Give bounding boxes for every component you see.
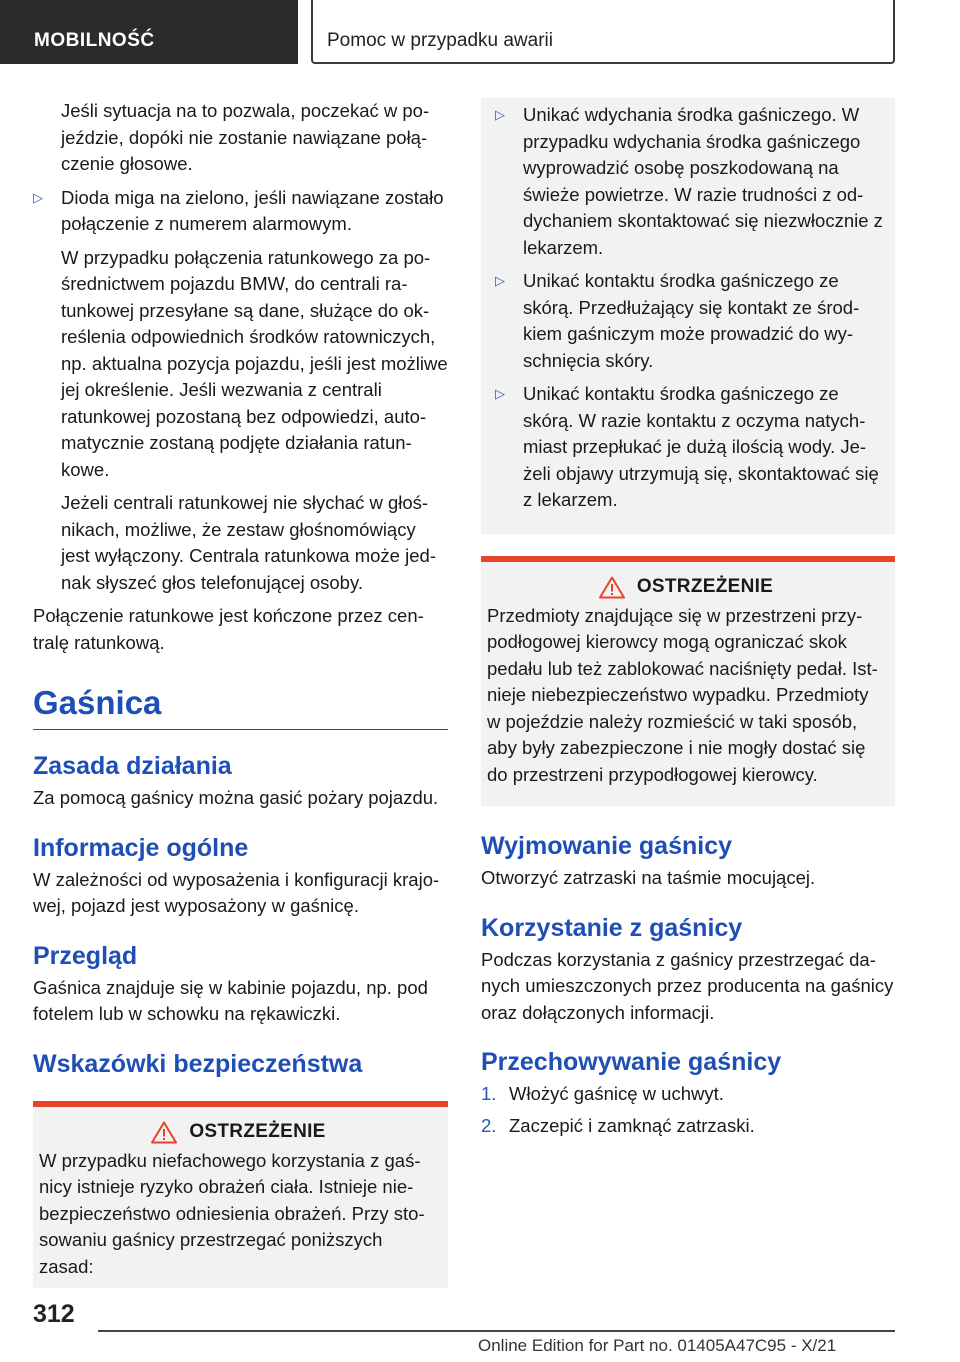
header-chapter-label: Pomoc w przypadku awarii: [327, 30, 553, 51]
step-text: Zaczepić i zamknąć zatrzaski.: [509, 1114, 755, 1136]
warning-text: W przypadku niefachowego korzystania z gaśnicy istnieje ryzyko obrażeń ciała. Istnieje niebezpieczeństwo odniesienia obrażeń. Przy stosowaniu gaśnicy przestrzegać poniższych zasad:: [39, 1149, 425, 1277]
list-item: [495, 268, 885, 374]
warning-text: Przedmioty znajdujące się w przestrzeni przypodłogowej kierowcy mogą ograniczać skok pedału lub też zablokować naciśnięty pedał. Istnieje niebezpieczeństwo wypadku. Przedmioty w pojeździe należy rozmieścić w taki sposób, aby były zabezpieczone i nie mogły dostać się do przestrzeni przypodłogowej kierowcy.: [487, 604, 878, 785]
step-number: 2.: [481, 1114, 497, 1136]
page-number: 312: [33, 1300, 75, 1328]
section-title: Przechowywanie gaśnicy: [481, 1048, 782, 1076]
footer-divider: [98, 1330, 895, 1332]
right-column: [481, 98, 895, 1144]
chapter-title: Gaśnica: [33, 684, 448, 730]
warning-box: [33, 1101, 448, 1289]
paragraph: Podczas korzystania z gaśnicy przestrzegać danych umieszczonych przez producenta na gaśnicy oraz dołączonych informacji.: [481, 948, 894, 1023]
list-item-text: Dioda miga na zielono, jeśli nawiązane zostało połączenie z numerem alarmowym.: [61, 186, 444, 234]
warning-box: [481, 556, 895, 807]
warning-label: OSTRZEŻENIE: [636, 576, 774, 597]
left-column: [33, 98, 448, 1288]
list-item-text: Unikać wdychania środka gaśniczego. W przypadku wdychania środka gaśniczego wyprowadzić osobę poszkodowaną na świeże powietrze. W razie trudności z oddychaniem skontaktować się niezwłocznie z lekarzem.: [523, 104, 883, 258]
section-title: Przegląd: [33, 941, 138, 970]
header-section-tab: [0, 0, 298, 64]
list-item: [495, 102, 885, 261]
list-item-text: Unikać kontaktu środka gaśniczego ze skórą. Przedłużający się kontakt ze środkiem gaśniczym może prowadzić do wyschnięcia skóry.: [523, 270, 860, 371]
triangle-bullet-icon: ▷: [495, 386, 505, 401]
paragraph: Gaśnica znajduje się w kabinie pojazdu, np. pod fotelem lub w schowku na rękawiczki.: [33, 976, 428, 1024]
triangle-bullet-icon: ▷: [495, 273, 505, 288]
paragraph: W przypadku połączenia ratunkowego za pośrednictwem pojazdu BMW, do centrali ratunkowej przesyłane są dane, służące do określenia odpowiednich środków ratowniczych, np. aktualna pozycja pojazdu, jeśli jest możliwe jej określenie. Jeśli wezwania z centrali ratunkowej pozostaną bez odpowiedzi, automatycznie zostaną podjęte działania ratunkowe.: [61, 246, 448, 480]
list-item-text: Unikać kontaktu środka gaśniczego ze skórą. W razie kontaktu z oczyma natychmiast przepłukać je dużą ilością wody. Jeżeli objawy utrzymują się, skontaktować się z lekarzem.: [523, 383, 879, 510]
paragraph: Połączenie ratunkowe jest kończone przez centralę ratunkową.: [33, 605, 424, 653]
warning-triangle-icon: [151, 1121, 177, 1144]
paragraph: W zależności od wyposażenia i konfiguracji krajowej, pojazd jest wyposażony w gaśnicę.: [33, 868, 440, 916]
paragraph: Jeżeli centrali ratunkowej nie słychać w głośnikach, możliwe, że zestaw głośnomówiący jest wyłączony. Centrala ratunkowa może jednak słyszeć głos telefonującej osoby.: [61, 492, 436, 593]
section-title: Korzystanie z gaśnicy: [481, 913, 743, 942]
section-title: Wskazówki bezpieczeństwa: [33, 1049, 363, 1078]
section-title: Zasada działania: [33, 752, 232, 780]
footer-edition: Online Edition for Part no. 01405A47C95 - X/21: [478, 1336, 837, 1355]
paragraph: Otworzyć zatrzaski na taśmie mocującej.: [481, 867, 816, 888]
triangle-bullet-icon: ▷: [495, 107, 505, 122]
numbered-step: [481, 1113, 895, 1140]
warning-heading: [39, 1121, 438, 1144]
safety-list-box: [481, 98, 895, 534]
paragraph: Za pomocą gaśnicy można gasić pożary pojazdu.: [33, 787, 439, 808]
header-section-label: MOBILNOŚĆ: [34, 30, 155, 51]
step-text: Włożyć gaśnicę w uchwyt.: [509, 1083, 724, 1104]
numbered-step: [481, 1081, 895, 1108]
section-title: Informacje ogólne: [33, 833, 249, 862]
list-item: [495, 381, 885, 514]
section-title: Wyjmowanie gaśnicy: [481, 832, 733, 860]
warning-triangle-icon: [599, 576, 625, 599]
warning-heading: [487, 576, 885, 599]
list-item: [33, 185, 448, 238]
triangle-bullet-icon: ▷: [33, 189, 43, 205]
paragraph: Jeśli sytuacja na to pozwala, poczekać w pojeździe, dopóki nie zostanie nawiązane połączenie głosowe.: [61, 100, 430, 174]
step-number: 1.: [481, 1083, 497, 1104]
header-chapter-tab: [311, 0, 895, 64]
warning-label: OSTRZEŻENIE: [189, 1121, 326, 1142]
